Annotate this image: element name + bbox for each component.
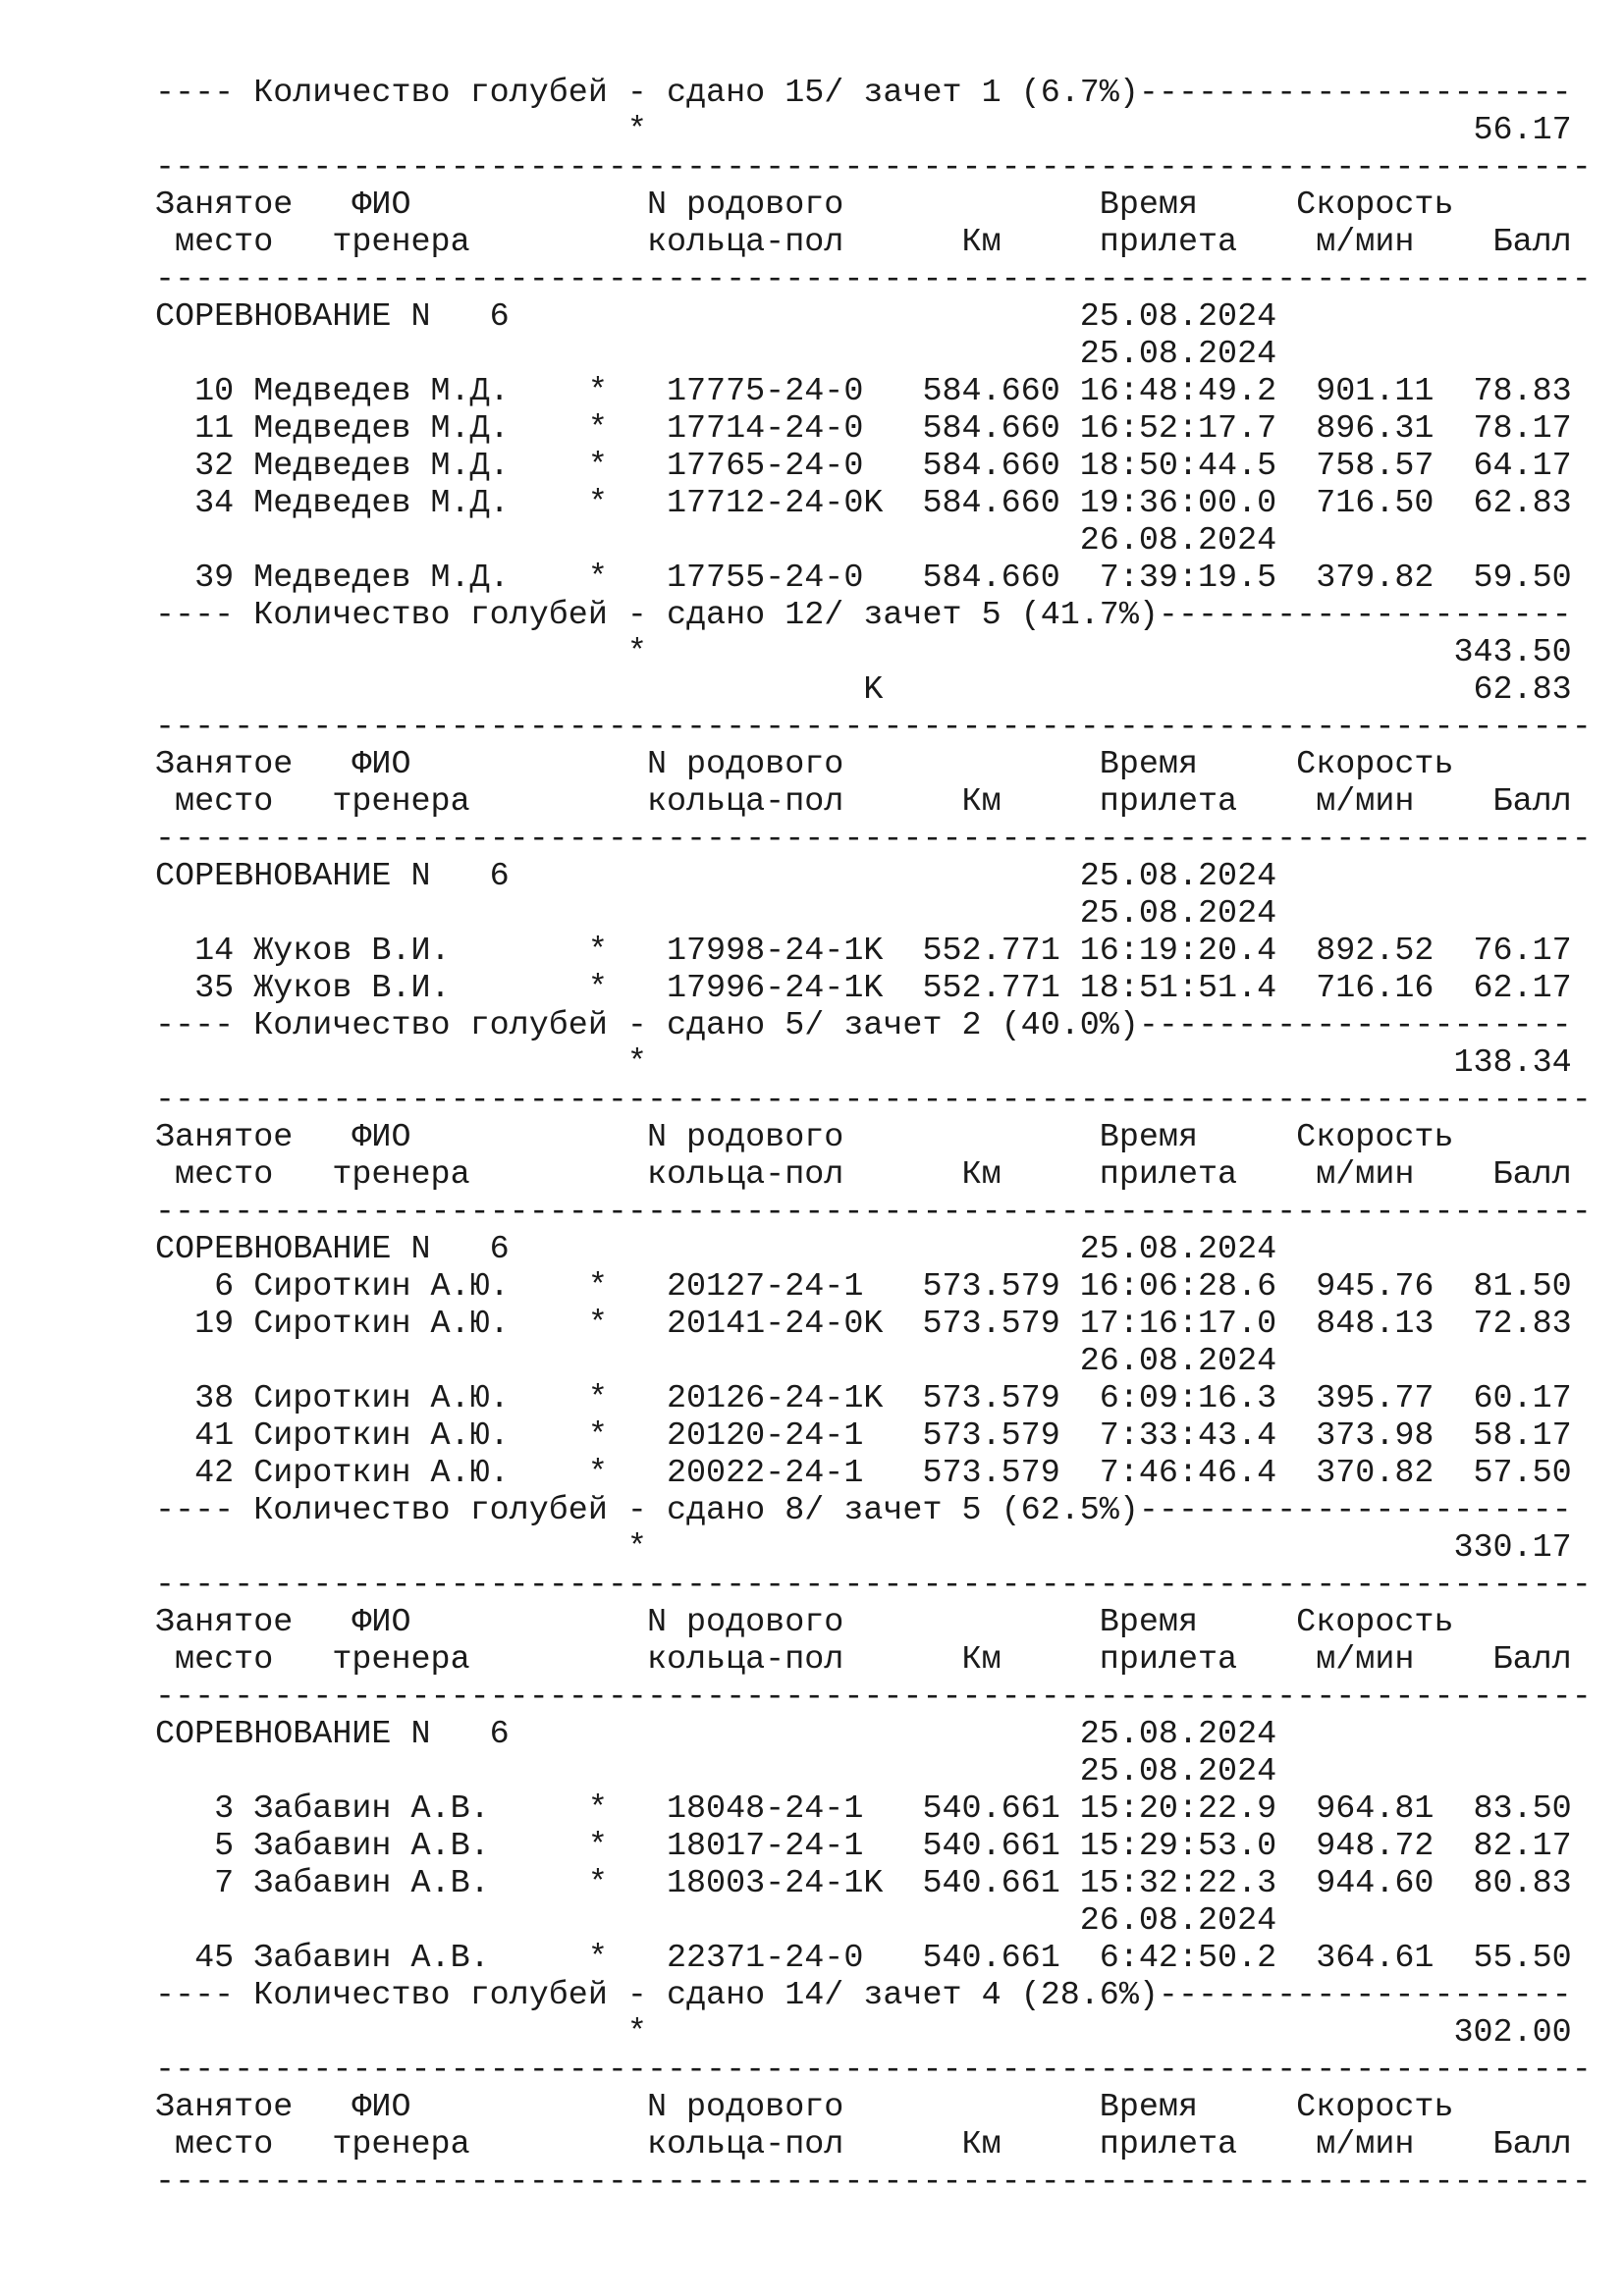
result-line: 34 Медведев М.Д. * 17712-24-0K 584.660 19:36:00.0 716.50 62.83: [155, 485, 1572, 522]
summary-line: K 62.83: [155, 671, 1572, 709]
table-header-line: место тренера кольца-пол Км прилета м/мин Балл: [155, 2126, 1572, 2163]
result-line: 14 Жуков В.И. * 17998-24-1K 552.771 16:19:20.4 892.52 76.17: [155, 933, 1572, 970]
table-header-line: место тренера кольца-пол Км прилета м/мин Балл: [155, 224, 1572, 261]
summary-line: * 343.50: [155, 634, 1572, 671]
summary-line: * 56.17: [155, 112, 1572, 149]
result-line: 38 Сироткин А.Ю. * 20126-24-1K 573.579 6:09:16.3 395.77 60.17: [155, 1380, 1572, 1417]
summary-line: ---- Количество голубей - сдано 8/ зачет 5 (62.5%)----------------------: [155, 1492, 1572, 1529]
table-header-line: -------------------------------------------------------------------------: [155, 1082, 1592, 1119]
table-header-line: -------------------------------------------------------------------------: [155, 2052, 1592, 2089]
result-line: 42 Сироткин А.Ю. * 20022-24-1 573.579 7:46:46.4 370.82 57.50: [155, 1455, 1572, 1492]
table-header-line: Занятое ФИО N родового Время Скорость: [155, 746, 1454, 783]
result-line: СОРЕВНОВАНИЕ N 6 25.08.2024: [155, 298, 1277, 336]
result-line: 6 Сироткин А.Ю. * 20127-24-1 573.579 16:06:28.6 945.76 81.50: [155, 1268, 1572, 1306]
competitor-block: [155, 2052, 1592, 2201]
table-header-line: Занятое ФИО N родового Время Скорость: [155, 1119, 1454, 1156]
table-header-line: -------------------------------------------------------------------------: [155, 709, 1592, 746]
result-line: 10 Медведев М.Д. * 17775-24-0 584.660 16:48:49.2 901.11 78.83: [155, 373, 1572, 410]
result-line: 25.08.2024: [155, 1753, 1277, 1790]
competitor-block: [155, 1567, 1592, 2052]
competitor-block: [155, 1082, 1592, 1567]
result-line: 5 Забавин А.В. * 18017-24-1 540.661 15:29:53.0 948.72 82.17: [155, 1828, 1572, 1865]
result-line: 25.08.2024: [155, 336, 1277, 373]
result-line: 3 Забавин А.В. * 18048-24-1 540.661 15:20:22.9 964.81 83.50: [155, 1790, 1572, 1828]
result-line: 26.08.2024: [155, 1902, 1277, 1940]
summary-line: ---- Количество голубей - сдано 5/ зачет 2 (40.0%)----------------------: [155, 1007, 1572, 1044]
result-line: 45 Забавин А.В. * 22371-24-0 540.661 6:42:50.2 364.61 55.50: [155, 1940, 1572, 1977]
table-header-line: -------------------------------------------------------------------------: [155, 1194, 1592, 1231]
summary-line: ---- Количество голубей - сдано 15/ зачет 1 (6.7%)----------------------: [155, 75, 1572, 112]
table-header-line: Занятое ФИО N родового Время Скорость: [155, 2089, 1454, 2126]
summary-line: * 138.34: [155, 1044, 1572, 1082]
table-header-line: место тренера кольца-пол Км прилета м/мин Балл: [155, 1641, 1572, 1679]
result-line: СОРЕВНОВАНИЕ N 6 25.08.2024: [155, 858, 1277, 895]
summary-line: ---- Количество голубей - сдано 12/ зачет 5 (41.7%)---------------------: [155, 597, 1572, 634]
table-header-line: -------------------------------------------------------------------------: [155, 149, 1592, 187]
result-line: 35 Жуков В.И. * 17996-24-1K 552.771 18:51:51.4 716.16 62.17: [155, 970, 1572, 1007]
competitor-block: [155, 149, 1592, 709]
result-line: 26.08.2024: [155, 1343, 1277, 1380]
table-header-line: -------------------------------------------------------------------------: [155, 261, 1592, 298]
competitor-block: [155, 709, 1592, 1082]
result-line: СОРЕВНОВАНИЕ N 6 25.08.2024: [155, 1231, 1277, 1268]
result-line: 41 Сироткин А.Ю. * 20120-24-1 573.579 7:33:43.4 373.98 58.17: [155, 1417, 1572, 1455]
table-header-line: -------------------------------------------------------------------------: [155, 2163, 1592, 2201]
result-line: 26.08.2024: [155, 522, 1277, 560]
summary-line: * 330.17: [155, 1529, 1572, 1567]
competitor-block: [155, 75, 1589, 149]
table-header-line: -------------------------------------------------------------------------: [155, 1567, 1592, 1604]
result-line: 32 Медведев М.Д. * 17765-24-0 584.660 18:50:44.5 758.57 64.17: [155, 448, 1572, 485]
result-line: 19 Сироткин А.Ю. * 20141-24-0K 573.579 17:16:17.0 848.13 72.83: [155, 1306, 1572, 1343]
table-header-line: место тренера кольца-пол Км прилета м/мин Балл: [155, 1156, 1572, 1194]
table-header-line: Занятое ФИО N родового Время Скорость: [155, 187, 1454, 224]
result-line: 25.08.2024: [155, 895, 1277, 933]
result-line: 7 Забавин А.В. * 18003-24-1K 540.661 15:32:22.3 944.60 80.83: [155, 1865, 1572, 1902]
result-line: 39 Медведев М.Д. * 17755-24-0 584.660 7:39:19.5 379.82 59.50: [155, 560, 1572, 597]
table-header-line: -------------------------------------------------------------------------: [155, 821, 1592, 858]
result-line: СОРЕВНОВАНИЕ N 6 25.08.2024: [155, 1716, 1277, 1753]
results-report: [155, 75, 1592, 2201]
summary-line: * 302.00: [155, 2014, 1572, 2052]
result-line: 11 Медведев М.Д. * 17714-24-0 584.660 16:52:17.7 896.31 78.17: [155, 410, 1572, 448]
table-header-line: Занятое ФИО N родового Время Скорость: [155, 1604, 1454, 1641]
table-header-line: место тренера кольца-пол Км прилета м/мин Балл: [155, 783, 1572, 821]
table-header-line: -------------------------------------------------------------------------: [155, 1679, 1592, 1716]
summary-line: ---- Количество голубей - сдано 14/ зачет 4 (28.6%)---------------------: [155, 1977, 1572, 2014]
